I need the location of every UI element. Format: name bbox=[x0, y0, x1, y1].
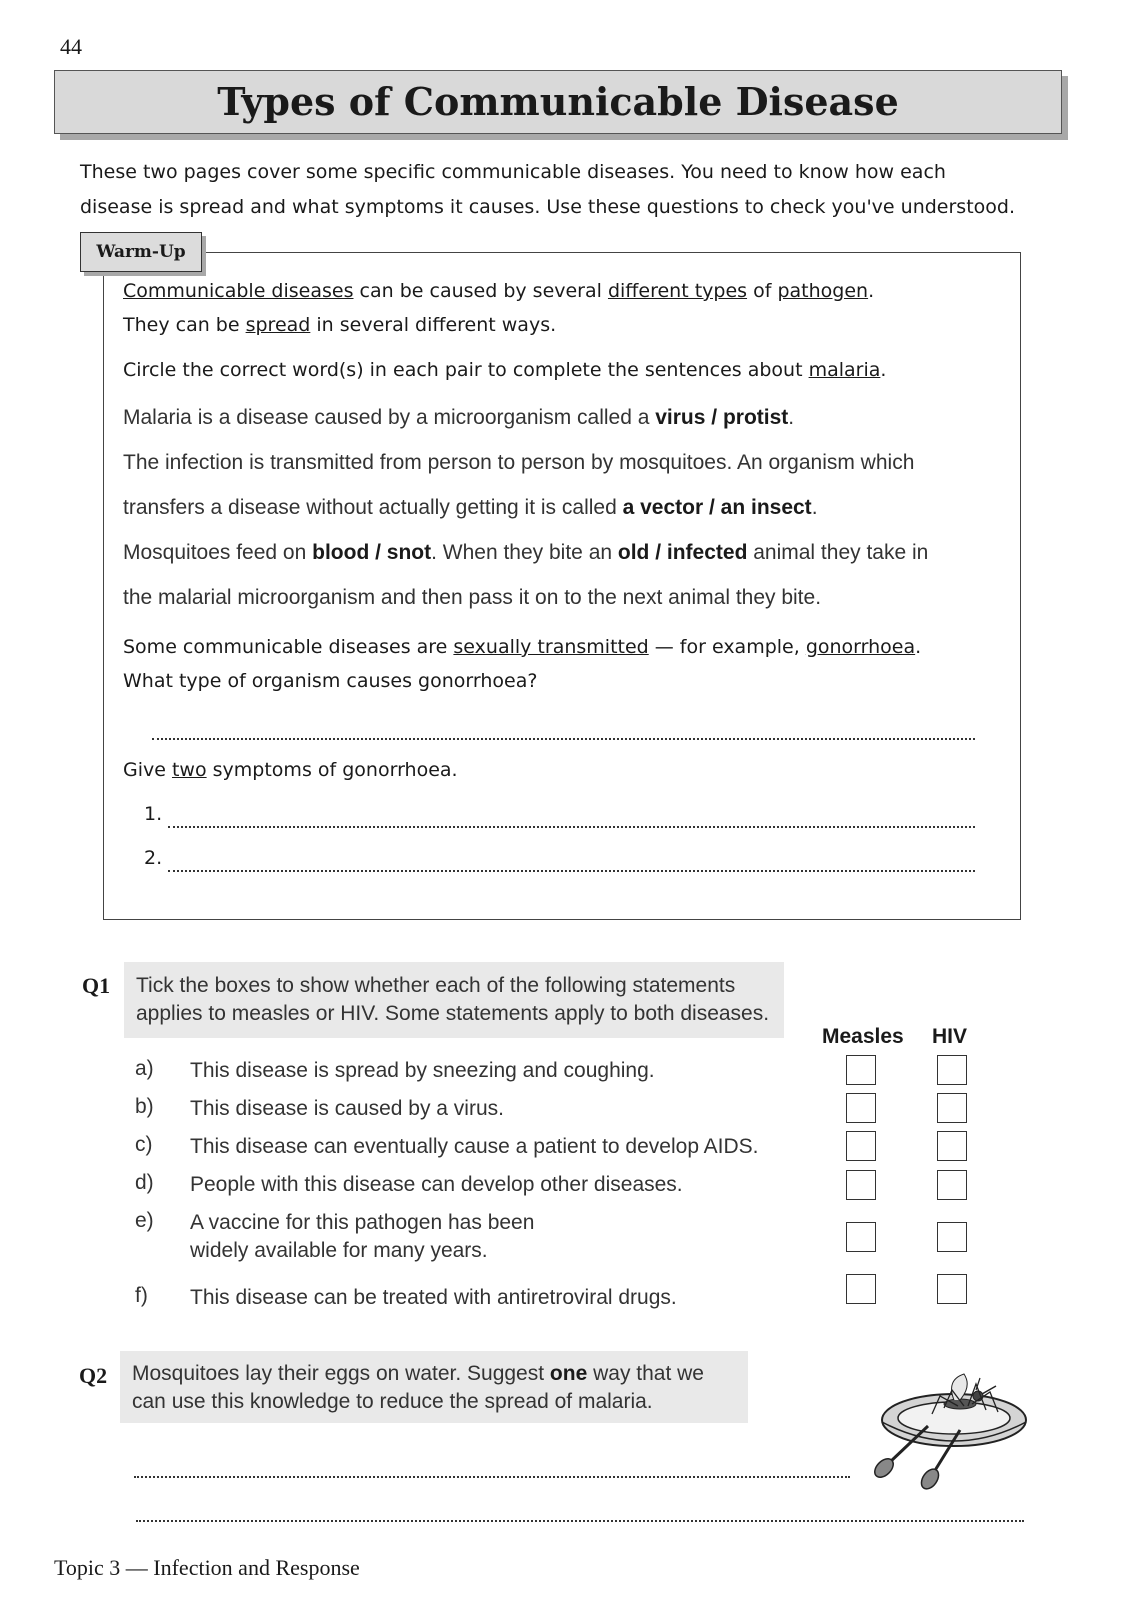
text: This disease is spread by sneezing and coughing. bbox=[190, 1059, 655, 1082]
title-banner bbox=[54, 70, 1062, 134]
q1-number: Q1 bbox=[82, 973, 111, 998]
checkbox-a-hiv[interactable] bbox=[937, 1055, 967, 1085]
text: . bbox=[880, 359, 887, 381]
text: of bbox=[747, 280, 778, 302]
q1-row-b-text bbox=[190, 1095, 790, 1123]
text: . When they bite an bbox=[431, 541, 618, 564]
q1-prompt-line-2: applies to measles or HIV. Some statements apply to both diseases. bbox=[136, 1002, 770, 1025]
term-two: two bbox=[171, 759, 207, 781]
q1-row-d-text bbox=[190, 1171, 790, 1199]
page-title: Types of Communicable Disease bbox=[217, 79, 899, 124]
checkbox-d-measles[interactable] bbox=[846, 1170, 876, 1200]
intro-text bbox=[80, 155, 1080, 225]
term-different-types: different types bbox=[607, 280, 748, 302]
text: Mosquitoes feed on bbox=[123, 541, 313, 564]
column-header-hiv: HIV bbox=[932, 1025, 968, 1048]
q2-answer-line-1[interactable] bbox=[134, 1476, 850, 1478]
checkbox-f-hiv[interactable] bbox=[937, 1274, 967, 1304]
text: What type of organism causes gonorrhoea? bbox=[123, 670, 538, 692]
q1-row-b-letter: b) bbox=[135, 1095, 154, 1118]
warmup-tab: Warm-Up bbox=[80, 232, 202, 272]
warmup-line-1 bbox=[123, 280, 1003, 302]
text: This disease can be treated with antiretroviral drugs. bbox=[190, 1286, 677, 1309]
text: can be caused by several bbox=[353, 280, 608, 302]
q1-row-e-text bbox=[190, 1209, 790, 1265]
text: This disease is caused by a virus. bbox=[190, 1097, 504, 1120]
term-malaria: malaria bbox=[808, 359, 881, 381]
q1-prompt bbox=[124, 962, 784, 1038]
q1-row-a-text bbox=[190, 1057, 790, 1085]
text: A vaccine for this pathogen has been bbox=[190, 1211, 535, 1234]
text: in several different ways. bbox=[310, 314, 557, 336]
sentence-4 bbox=[123, 541, 1003, 565]
answer-line-symptom-1[interactable] bbox=[168, 826, 975, 828]
footer-topic: Topic 3 — Infection and Response bbox=[54, 1555, 360, 1580]
text: The infection is transmitted from person to person by mosquitoes. An organism which bbox=[123, 451, 915, 474]
q2-prompt bbox=[120, 1351, 748, 1423]
column-header-measles: Measles bbox=[822, 1025, 904, 1048]
warmup-instruction bbox=[123, 359, 1003, 381]
checkbox-e-measles[interactable] bbox=[846, 1222, 876, 1252]
answer-number-1: 1. bbox=[144, 803, 163, 825]
sentence-3 bbox=[123, 496, 1003, 520]
text: . bbox=[915, 636, 922, 658]
checkbox-d-hiv[interactable] bbox=[937, 1170, 967, 1200]
text: Malaria is a disease caused by a microorganism called a bbox=[123, 406, 656, 429]
q2-answer-line-2[interactable] bbox=[136, 1520, 1024, 1522]
q2-prompt-line-1 bbox=[132, 1360, 748, 1388]
text: This disease can eventually cause a patient to develop AIDS. bbox=[190, 1135, 759, 1158]
text: . bbox=[811, 496, 818, 519]
text: — for example, bbox=[648, 636, 806, 658]
q2-number: Q2 bbox=[79, 1363, 108, 1388]
text: animal they take in bbox=[747, 541, 929, 564]
answer-number-2: 2. bbox=[144, 847, 163, 869]
text: Some communicable diseases are bbox=[123, 636, 454, 658]
q1-row-c-letter: c) bbox=[135, 1133, 153, 1156]
sentence-5 bbox=[123, 586, 1003, 610]
warmup-line-std bbox=[123, 636, 1003, 658]
term-sexually-transmitted: sexually transmitted bbox=[453, 636, 649, 658]
choice-virus-protist[interactable]: virus / protist bbox=[655, 406, 789, 429]
text: . bbox=[788, 406, 795, 429]
choice-vector-insect[interactable]: a vector / an insect bbox=[622, 496, 812, 519]
term-communicable-diseases: Communicable diseases bbox=[123, 280, 354, 302]
sentence-1 bbox=[123, 406, 1003, 430]
q1-row-f-letter: f) bbox=[135, 1284, 148, 1307]
intro-line-1: These two pages cover some specific communicable diseases. You need to know how each bbox=[80, 161, 946, 183]
text: symptoms of gonorrhoea. bbox=[206, 759, 458, 781]
q1-row-e-letter: e) bbox=[135, 1209, 154, 1232]
checkbox-f-measles[interactable] bbox=[846, 1274, 876, 1304]
q1-row-f-text bbox=[190, 1284, 790, 1312]
text: widely available for many years. bbox=[190, 1239, 488, 1262]
text: the malarial microorganism and then pass it on to the next animal they bite. bbox=[123, 586, 822, 609]
warmup-question-symptoms bbox=[123, 759, 1003, 781]
checkbox-a-measles[interactable] bbox=[846, 1055, 876, 1085]
checkbox-c-hiv[interactable] bbox=[937, 1131, 967, 1161]
checkbox-c-measles[interactable] bbox=[846, 1131, 876, 1161]
text: People with this disease can develop other diseases. bbox=[190, 1173, 683, 1196]
q1-prompt-line-1: Tick the boxes to show whether each of the following statements bbox=[136, 974, 736, 997]
text: way that we bbox=[587, 1362, 704, 1385]
text: Mosquitoes lay their eggs on water. Suggest bbox=[132, 1362, 550, 1385]
checkbox-b-hiv[interactable] bbox=[937, 1093, 967, 1123]
text: They can be bbox=[123, 314, 246, 336]
term-spread: spread bbox=[245, 314, 311, 336]
text: . bbox=[868, 280, 875, 302]
checkbox-e-hiv[interactable] bbox=[937, 1222, 967, 1252]
q1-row-d-letter: d) bbox=[135, 1171, 154, 1194]
choice-blood-snot[interactable]: blood / snot bbox=[312, 541, 432, 564]
warmup-question-organism bbox=[123, 670, 1003, 692]
term-pathogen: pathogen bbox=[777, 280, 869, 302]
emphasis-one: one bbox=[549, 1362, 588, 1385]
text: Circle the correct word(s) in each pair to complete the sentences about bbox=[123, 359, 809, 381]
choice-old-infected[interactable]: old / infected bbox=[617, 541, 748, 564]
sentence-2 bbox=[123, 451, 1003, 475]
mosquito-on-rubber-dinghy-icon bbox=[868, 1360, 1038, 1490]
q1-row-a-letter: a) bbox=[135, 1057, 154, 1080]
page-number: 44 bbox=[60, 34, 82, 59]
checkbox-b-measles[interactable] bbox=[846, 1093, 876, 1123]
answer-line-organism[interactable] bbox=[152, 738, 975, 740]
term-gonorrhoea: gonorrhoea bbox=[805, 636, 916, 658]
q2-prompt-line-2: can use this knowledge to reduce the spread of malaria. bbox=[132, 1390, 653, 1413]
answer-line-symptom-2[interactable] bbox=[168, 870, 975, 872]
text: Give bbox=[123, 759, 172, 781]
warmup-line-2 bbox=[123, 314, 1003, 336]
intro-line-2: disease is spread and what symptoms it causes. Use these questions to check you've understood. bbox=[80, 196, 1015, 218]
text: transfers a disease without actually getting it is called bbox=[123, 496, 623, 519]
q1-row-c-text bbox=[190, 1133, 790, 1161]
